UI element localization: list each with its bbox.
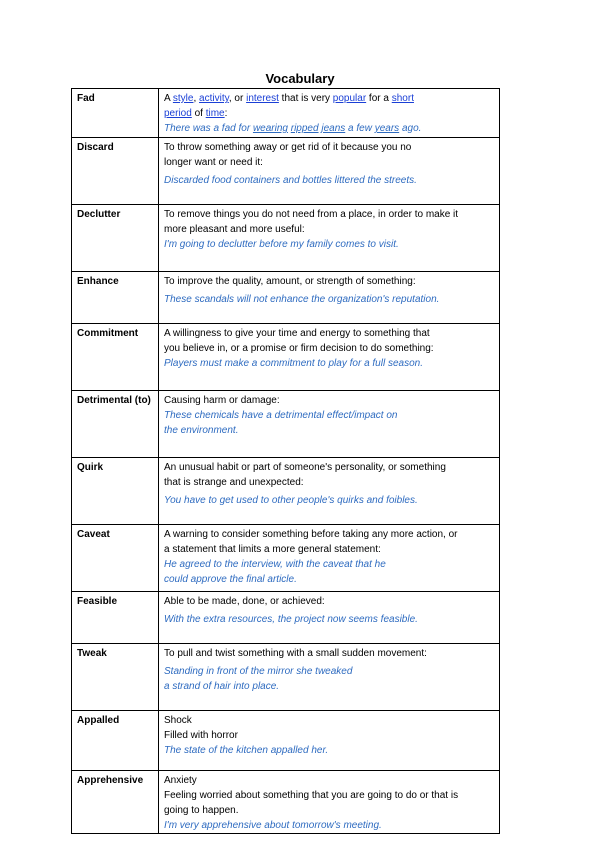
definition-line: Filled with horror: [164, 730, 238, 741]
term-cell: Declutter: [72, 205, 159, 272]
definition-cell: [159, 771, 500, 834]
definition-line: going to happen.: [164, 805, 239, 816]
example-line: These chemicals have a detrimental effect/impact on: [164, 410, 398, 421]
definition-line: Able to be made, done, or achieved:: [164, 596, 325, 607]
table-row: [72, 89, 500, 138]
example-line: Players must make a commitment to play for a full season.: [164, 358, 423, 369]
example-line: Discarded food containers and bottles littered the streets.: [164, 175, 417, 186]
vocabulary-table: [71, 88, 500, 834]
term-cell: Fad: [72, 89, 159, 138]
link-interest[interactable]: interest: [246, 93, 279, 104]
link-activity[interactable]: activity: [199, 93, 229, 104]
definition-line: Shock: [164, 715, 192, 726]
definition-line: To throw something away or get rid of it because you no: [164, 142, 412, 153]
example-line: could approve the final article.: [164, 574, 297, 585]
example-line: a strand of hair into place.: [164, 681, 280, 692]
definition-text: , or: [228, 93, 247, 104]
link-wearing[interactable]: wearing: [252, 123, 288, 134]
term-cell: Caveat: [72, 525, 159, 592]
definition-cell: [159, 592, 500, 644]
definition-text: :: [224, 108, 228, 119]
term-cell: Feasible: [72, 592, 159, 644]
definition-cell: [159, 89, 500, 138]
term-cell: Apprehensive: [72, 771, 159, 834]
example-line: You have to get used to other people's quirks and foibles.: [164, 495, 418, 506]
definition-cell: [159, 644, 500, 711]
definition-line: To pull and twist something with a small sudden movement:: [164, 648, 427, 659]
table-row: [72, 771, 500, 834]
definition-cell: [159, 391, 500, 458]
table-row: [72, 391, 500, 458]
term-cell: Enhance: [72, 272, 159, 324]
definition-cell: [159, 324, 500, 391]
example-line: I'm very apprehensive about tomorrow's meeting.: [164, 820, 382, 831]
definition-cell: [159, 272, 500, 324]
example-text: ago.: [399, 123, 422, 134]
link-short[interactable]: short: [391, 93, 414, 104]
definition-line: [164, 106, 495, 121]
table-row: [72, 458, 500, 525]
example-line: the environment.: [164, 425, 239, 436]
table-row: [72, 138, 500, 205]
example-line: With the extra resources, the project now seems feasible.: [164, 614, 418, 625]
definition-line: more pleasant and more useful:: [164, 224, 305, 235]
term-cell: Tweak: [72, 644, 159, 711]
definition-text: ,: [193, 93, 200, 104]
definition-text: that is very: [278, 93, 333, 104]
link-popular[interactable]: popular: [332, 93, 367, 104]
link-period[interactable]: period: [164, 108, 192, 119]
definition-line: Feeling worried about something that you are going to do or that is: [164, 790, 459, 801]
link-style[interactable]: style: [172, 93, 194, 104]
example-line: These scandals will not enhance the organization's reputation.: [164, 294, 440, 305]
table-row: [72, 324, 500, 391]
definition-text: for a: [366, 93, 392, 104]
definition-cell: [159, 458, 500, 525]
definition-line: Anxiety: [164, 775, 197, 786]
definition-line: To improve the quality, amount, or strength of something:: [164, 276, 416, 287]
term-cell: Discard: [72, 138, 159, 205]
definition-cell: [159, 525, 500, 592]
term-cell: Appalled: [72, 711, 159, 771]
definition-line: [164, 91, 495, 106]
definition-line: A warning to consider something before taking any more action, or: [164, 529, 458, 540]
table-row: [72, 272, 500, 324]
definition-cell: [159, 711, 500, 771]
definition-text: of: [191, 108, 206, 119]
term-cell: Quirk: [72, 458, 159, 525]
example-line: Standing in front of the mirror she tweaked: [164, 666, 353, 677]
example-text: There was a fad for: [164, 123, 253, 134]
table-row: [72, 644, 500, 711]
term-cell: Detrimental (to): [72, 391, 159, 458]
example-line: [164, 121, 495, 136]
link-jeans[interactable]: jeans: [321, 123, 346, 134]
definition-cell: [159, 138, 500, 205]
definition-text: A: [164, 93, 173, 104]
definition-cell: [159, 205, 500, 272]
definition-line: An unusual habit or part of someone's personality, or something: [164, 462, 446, 473]
definition-line: Causing harm or damage:: [164, 395, 280, 406]
example-line: The state of the kitchen appalled her.: [164, 745, 329, 756]
table-row: [72, 711, 500, 771]
definition-line: To remove things you do not need from a place, in order to make it: [164, 209, 459, 220]
definition-line: A willingness to give your time and energy to something that: [164, 328, 430, 339]
definition-line: longer want or need it:: [164, 157, 263, 168]
table-row: [72, 205, 500, 272]
page-title: Vocabulary: [265, 71, 335, 86]
definition-line: a statement that limits a more general statement:: [164, 544, 381, 555]
definition-line: that is strange and unexpected:: [164, 477, 304, 488]
example-text: a few: [345, 123, 375, 134]
example-line: He agreed to the interview, with the caveat that he: [164, 559, 386, 570]
link-ripped[interactable]: ripped: [290, 123, 319, 134]
term-cell: Commitment: [72, 324, 159, 391]
table-row: [72, 525, 500, 592]
link-years[interactable]: years: [374, 123, 400, 134]
table-row: [72, 592, 500, 644]
link-time[interactable]: time: [205, 108, 225, 119]
definition-line: you believe in, or a promise or firm decision to do something:: [164, 343, 434, 354]
example-line: I'm going to declutter before my family comes to visit.: [164, 239, 399, 250]
